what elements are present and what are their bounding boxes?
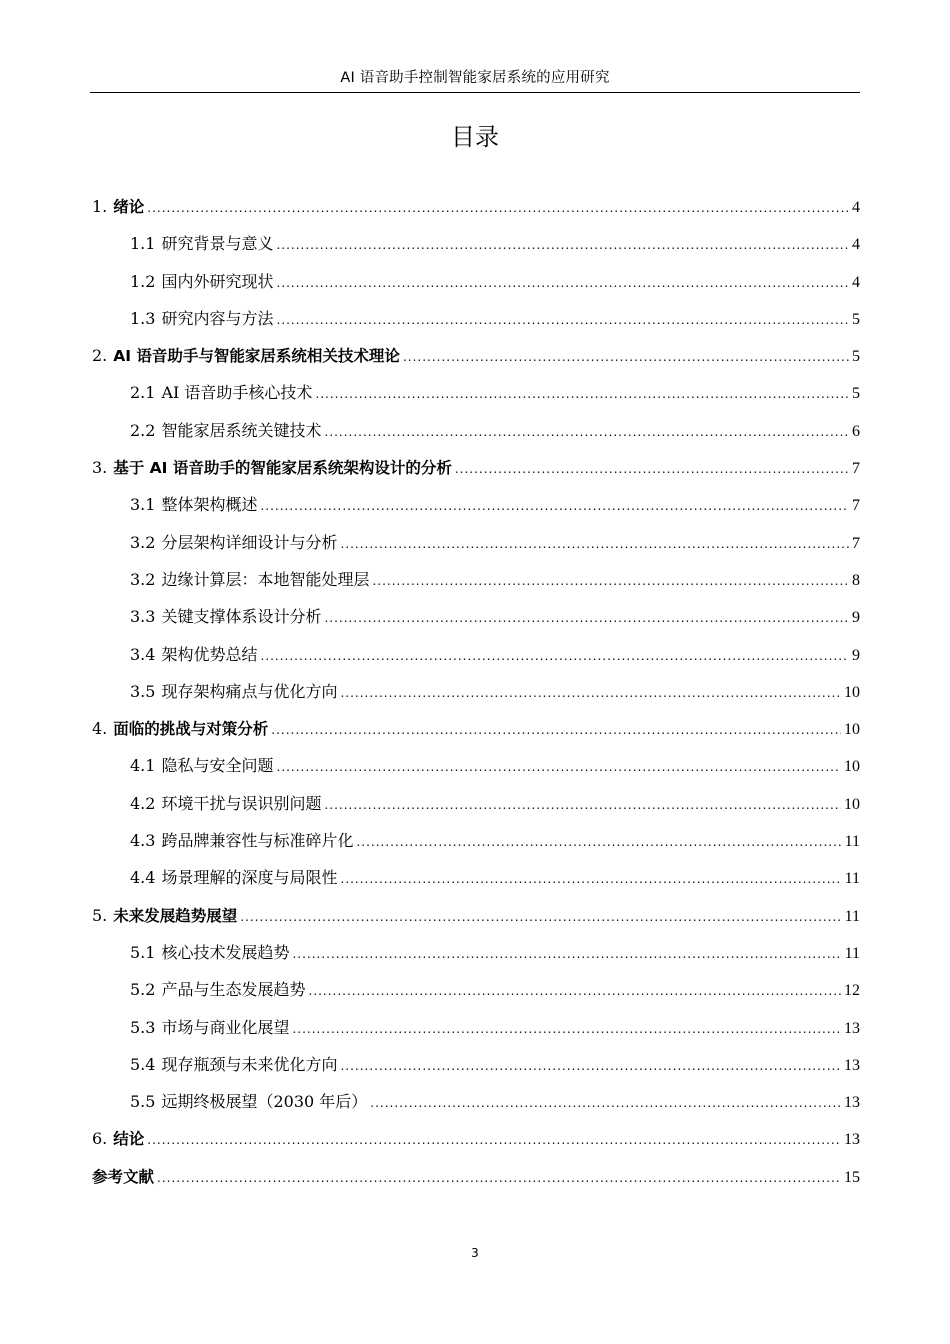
toc-entry-number: 2.1 xyxy=(130,383,156,403)
toc-entry[interactable] xyxy=(92,417,860,454)
toc-entry[interactable] xyxy=(92,454,860,491)
toc-entry-label xyxy=(92,342,400,370)
toc-list xyxy=(92,193,860,1200)
toc-entry-text: 未来发展趋势展望 xyxy=(113,906,238,925)
toc-dot-leader xyxy=(276,231,849,259)
toc-entry-text: 远期终极展望（2030 年后） xyxy=(161,1092,368,1112)
toc-dot-leader xyxy=(370,1089,841,1117)
toc-entry-page: 13 xyxy=(844,1056,860,1074)
toc-entry-text: 现存架构痛点与优化方向 xyxy=(161,681,338,701)
toc-entry-text: AI 语音助手核心技术 xyxy=(161,383,313,403)
toc-entry-page: 4 xyxy=(852,199,860,216)
toc-entry-page: 9 xyxy=(852,646,860,664)
toc-entry-label xyxy=(130,529,337,557)
toc-entry-number: 3. xyxy=(92,458,108,478)
toc-entry[interactable] xyxy=(92,230,860,267)
toc-entry[interactable] xyxy=(92,491,860,528)
toc-dot-leader xyxy=(315,380,849,408)
toc-entry-page: 11 xyxy=(844,944,860,962)
toc-entry[interactable] xyxy=(92,1125,860,1162)
toc-entry-label xyxy=(92,193,144,221)
toc-entry[interactable] xyxy=(92,827,860,864)
toc-entry-label xyxy=(130,1088,367,1116)
toc-dot-leader xyxy=(271,716,841,744)
toc-entry-page: 10 xyxy=(844,721,860,739)
toc-entry-label xyxy=(92,715,268,743)
toc-entry-page: 6 xyxy=(852,422,860,440)
toc-entry-text: 跨品牌兼容性与标准碎片化 xyxy=(161,831,354,851)
toc-entry[interactable] xyxy=(92,379,860,416)
toc-entry-number: 5.3 xyxy=(130,1017,156,1037)
toc-entry-number: 5.5 xyxy=(130,1092,156,1112)
toc-entry-page: 4 xyxy=(852,273,860,291)
running-header: AI 语音助手控制智能家居系统的应用研究 xyxy=(340,70,610,86)
toc-dot-leader xyxy=(340,530,849,558)
toc-entry-page: 13 xyxy=(844,1019,860,1037)
toc-dot-leader xyxy=(308,977,841,1005)
toc-entry-text: 产品与生态发展趋势 xyxy=(161,980,306,1000)
toc-entry-page: 4 xyxy=(852,236,860,254)
toc-entry-number: 3.4 xyxy=(130,644,156,664)
toc-dot-leader xyxy=(157,1164,841,1192)
toc-entry-number: 1.2 xyxy=(130,271,156,291)
toc-entry-label xyxy=(130,491,257,519)
toc-entry-page: 13 xyxy=(844,1094,860,1112)
toc-entry-label xyxy=(130,230,273,258)
toc-entry[interactable] xyxy=(92,342,860,379)
toc-entry-page: 5 xyxy=(852,348,860,366)
toc-entry-label xyxy=(130,864,337,892)
toc-entry[interactable] xyxy=(92,715,860,752)
toc-entry-text: 环境干扰与误识别问题 xyxy=(161,793,322,813)
toc-dot-leader xyxy=(403,343,849,371)
toc-dot-leader xyxy=(276,753,841,781)
toc-entry-label xyxy=(130,417,321,445)
toc-dot-leader xyxy=(240,903,841,931)
toc-entry-text: AI 语音助手与智能家居系统相关技术理论 xyxy=(113,347,400,366)
toc-entry[interactable] xyxy=(92,529,860,566)
toc-entry[interactable] xyxy=(92,1051,860,1088)
toc-entry-page: 7 xyxy=(852,534,860,552)
toc-entry-page: 10 xyxy=(844,758,860,776)
toc-entry-number: 4.1 xyxy=(130,756,156,776)
toc-dot-leader xyxy=(260,492,849,520)
toc-entry-number: 5.2 xyxy=(130,980,156,1000)
toc-dot-leader xyxy=(340,865,841,893)
toc-dot-leader xyxy=(356,828,841,856)
toc-entry-number: 3.5 xyxy=(130,681,156,701)
toc-dot-leader xyxy=(324,604,849,632)
toc-entry[interactable] xyxy=(92,678,860,715)
toc-entry-number: 4. xyxy=(92,719,108,739)
page-number: 3 xyxy=(471,1246,479,1260)
toc-entry-number: 1.3 xyxy=(130,308,156,328)
toc-entry[interactable] xyxy=(92,1163,860,1200)
toc-entry-label xyxy=(130,641,257,669)
toc-entry-label xyxy=(130,939,289,967)
toc-entry-text: 研究背景与意义 xyxy=(161,234,274,254)
toc-dot-leader xyxy=(455,455,849,483)
toc-dot-leader xyxy=(340,679,841,707)
toc-entry-text: 整体架构概述 xyxy=(161,495,258,515)
toc-entry-label xyxy=(92,454,452,482)
toc-entry[interactable] xyxy=(92,641,860,678)
toc-entry-text: 市场与商业化展望 xyxy=(161,1017,290,1037)
toc-entry-number: 3.2 xyxy=(130,569,156,589)
toc-entry-label xyxy=(130,752,273,780)
toc-entry-text: 现存瓶颈与未来优化方向 xyxy=(161,1054,338,1074)
toc-entry-label xyxy=(130,790,321,818)
toc-entry-number: 3.1 xyxy=(130,495,156,515)
toc-entry-number: 4.4 xyxy=(130,868,156,888)
toc-entry-page: 10 xyxy=(844,683,860,701)
toc-dot-leader xyxy=(292,940,841,968)
toc-entry-page: 7 xyxy=(852,460,860,478)
toc-entry-number: 5. xyxy=(92,905,108,925)
toc-entry[interactable] xyxy=(92,790,860,827)
toc-entry-label xyxy=(130,1014,289,1042)
toc-entry-text: 场景理解的深度与局限性 xyxy=(161,868,338,888)
toc-entry-label xyxy=(130,976,305,1004)
toc-entry-number: 1.1 xyxy=(130,234,156,254)
toc-entry-label xyxy=(130,1051,337,1079)
toc-dot-leader xyxy=(276,269,849,297)
toc-dot-leader xyxy=(147,1126,841,1154)
toc-entry-number: 5.4 xyxy=(130,1054,156,1074)
toc-entry-label xyxy=(130,603,321,631)
toc-entry-text: 研究内容与方法 xyxy=(161,308,274,328)
toc-entry-page: 8 xyxy=(852,571,860,589)
toc-dot-leader xyxy=(292,1015,841,1043)
toc-entry[interactable] xyxy=(92,902,860,939)
toc-entry-number: 4.3 xyxy=(130,831,156,851)
toc-entry-text: 隐私与安全问题 xyxy=(161,756,274,776)
toc-entry-label xyxy=(92,1125,144,1153)
toc-entry[interactable] xyxy=(92,603,860,640)
header-rule xyxy=(90,92,860,93)
toc-entry-page: 12 xyxy=(844,982,860,1000)
toc-entry-label xyxy=(130,566,369,594)
toc-entry-text: 绪论 xyxy=(113,198,145,216)
toc-entry[interactable] xyxy=(92,864,860,901)
toc-entry-label xyxy=(130,379,312,407)
toc-entry-text: 结论 xyxy=(113,1130,145,1149)
toc-entry-number: 3.3 xyxy=(130,607,156,627)
toc-entry[interactable] xyxy=(92,268,860,305)
toc-entry-label xyxy=(130,678,337,706)
toc-entry-number: 4.2 xyxy=(130,793,156,813)
toc-entry[interactable] xyxy=(92,976,860,1013)
toc-title: 目录 xyxy=(451,123,499,151)
toc-entry-page: 13 xyxy=(844,1131,860,1149)
toc-entry-page: 10 xyxy=(844,795,860,813)
toc-dot-leader xyxy=(324,791,841,819)
toc-entry-page: 11 xyxy=(844,907,860,925)
toc-dot-leader xyxy=(260,642,849,670)
toc-dot-leader xyxy=(276,306,849,334)
toc-entry-page: 5 xyxy=(852,385,860,403)
toc-dot-leader xyxy=(324,418,849,446)
toc-entry-text: 面临的挑战与对策分析 xyxy=(113,720,269,739)
toc-entry[interactable] xyxy=(92,566,860,603)
toc-entry-page: 11 xyxy=(844,870,860,888)
toc-dot-leader xyxy=(340,1052,841,1080)
toc-entry[interactable] xyxy=(92,193,860,230)
toc-entry-text: 国内外研究现状 xyxy=(161,271,274,291)
toc-entry[interactable] xyxy=(92,939,860,976)
toc-entry-text: 参考文献 xyxy=(92,1167,155,1186)
toc-entry-label xyxy=(130,827,353,855)
toc-entry-label xyxy=(130,268,273,296)
toc-entry-label xyxy=(130,305,273,333)
toc-entry[interactable] xyxy=(92,305,860,342)
toc-entry-text: 核心技术发展趋势 xyxy=(161,942,290,962)
toc-entry-text: 架构优势总结 xyxy=(161,644,258,664)
toc-entry-number: 6. xyxy=(92,1129,108,1149)
toc-entry[interactable] xyxy=(92,1088,860,1125)
toc-entry-text: 边缘计算层：本地智能处理层 xyxy=(161,569,370,589)
toc-entry-number: 5.1 xyxy=(130,942,156,962)
toc-entry-number: 2. xyxy=(92,346,108,366)
toc-entry[interactable] xyxy=(92,752,860,789)
toc-dot-leader xyxy=(372,567,849,595)
toc-entry-page: 9 xyxy=(852,609,860,627)
toc-entry-page: 11 xyxy=(844,833,860,851)
toc-entry-number: 1. xyxy=(92,197,108,216)
toc-entry-page: 7 xyxy=(852,497,860,515)
toc-entry-label xyxy=(92,1163,154,1191)
toc-entry-text: 基于 AI 语音助手的智能家居系统架构设计的分析 xyxy=(113,459,452,478)
toc-entry-number: 3.2 xyxy=(130,532,156,552)
toc-entry-page: 5 xyxy=(852,310,860,328)
toc-entry-number: 2.2 xyxy=(130,420,156,440)
toc-entry-text: 分层架构详细设计与分析 xyxy=(161,532,338,552)
toc-entry-text: 智能家居系统关键技术 xyxy=(161,420,322,440)
toc-dot-leader xyxy=(147,194,849,222)
toc-entry-page: 15 xyxy=(844,1168,860,1186)
toc-entry-label xyxy=(92,902,237,930)
toc-entry[interactable] xyxy=(92,1014,860,1051)
toc-entry-text: 关键支撑体系设计分析 xyxy=(161,607,322,627)
